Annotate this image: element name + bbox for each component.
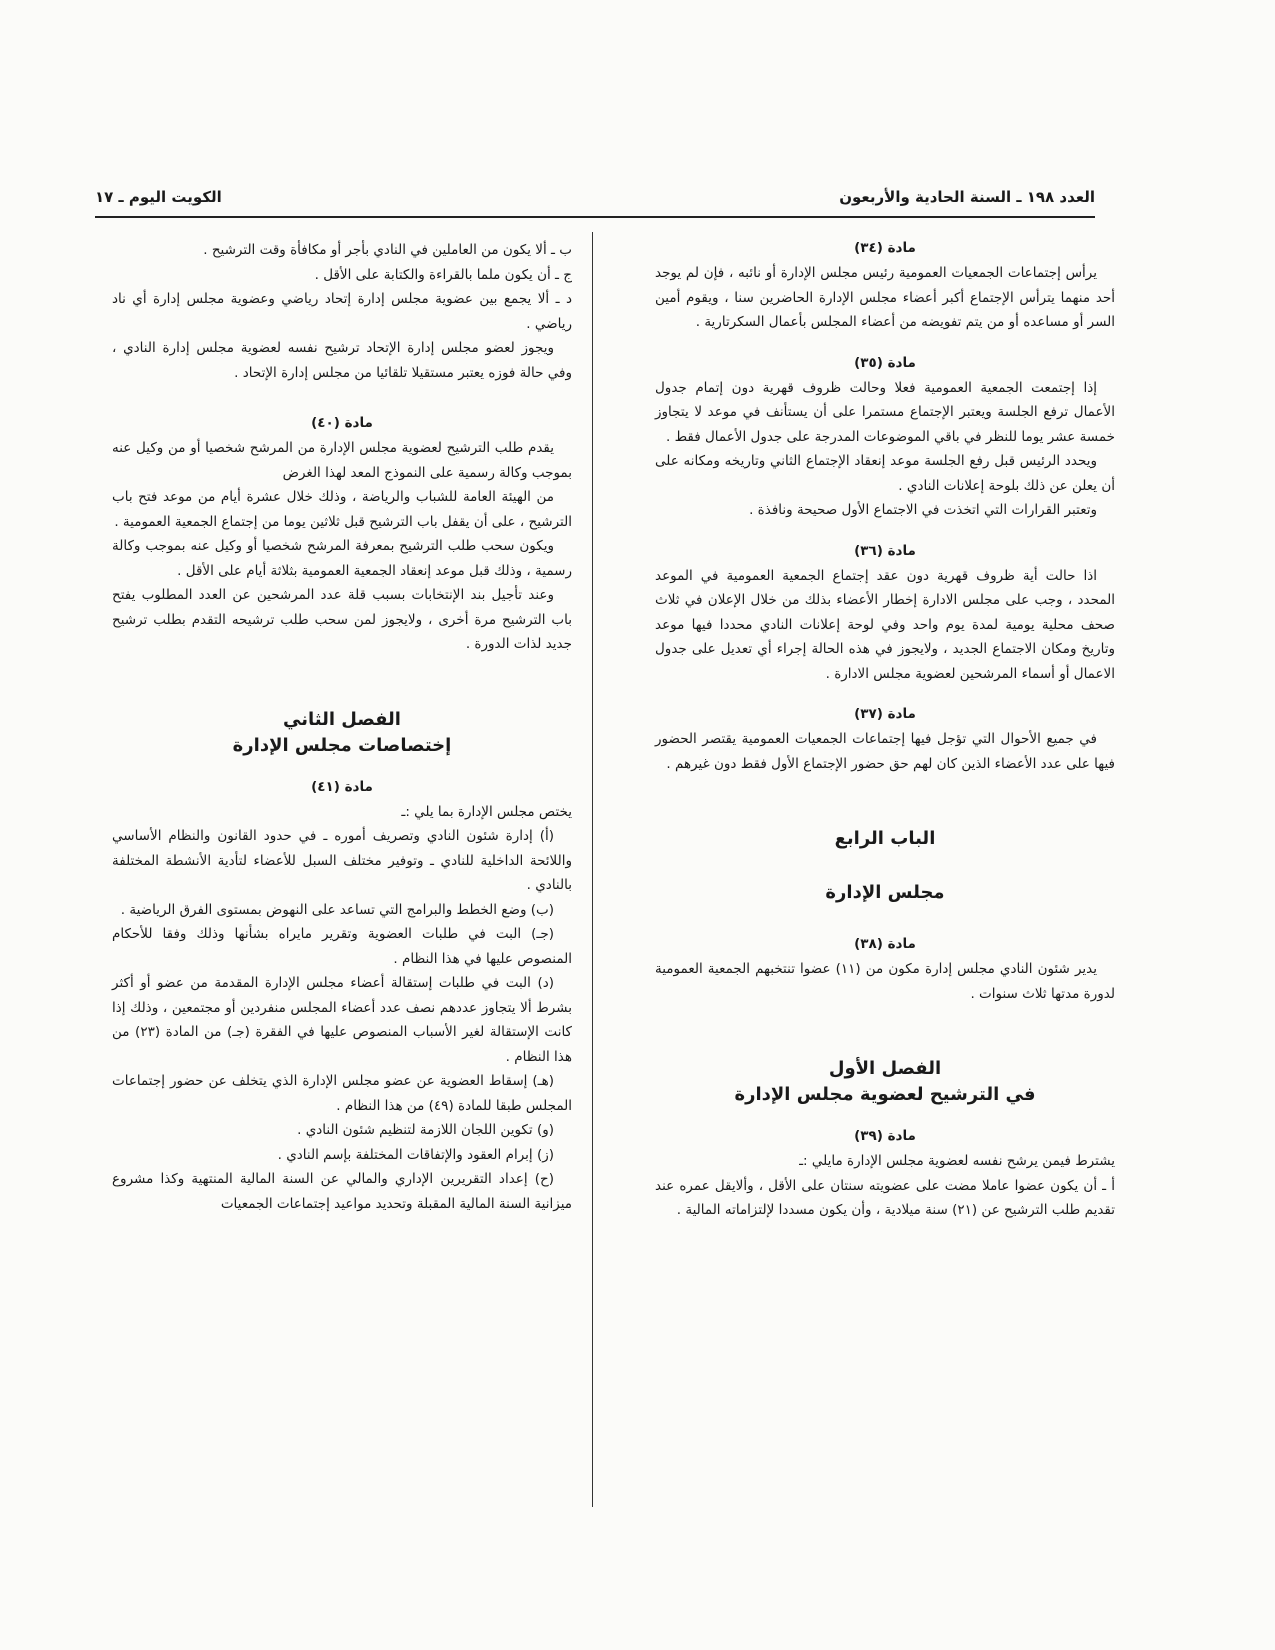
article-39-paragraph: ويجوز لعضو مجلس إدارة الإتحاد ترشيح نفسه لعضوية مجلس إدارة النادي ، وفي حالة فوزه يعتبر مستقيلا تلقائيا من مجلس إدارة الإتحاد . <box>112 340 572 381</box>
article-41-item-d: (د) البت في طلبات إستقالة أعضاء مجلس الإدارة المقدمة من عضو أو أكثر بشرط ألا يتجاوز عددهم نصف عدد أعضاء المجلس منفردين أو مجتمعين ، وذلك إذا كانت الإستقالة لغير الأسباب المنصوص عليها في الفقرة (جـ) من المادة (٢٣) من هذا النظام . <box>112 975 572 1065</box>
section-1-title: الفصل الأول <box>828 1058 942 1079</box>
right-column <box>655 238 1115 1223</box>
article-39-item-a: أ ـ أن يكون عضوا عاملا مضت على عضويته سنتان على الأقل ، وألايقل عمره عند تقديم طلب الترشيح عن (٢١) سنة ميلادية ، وأن يكون مسددا لإلتزاماته المالية . <box>655 1177 1115 1218</box>
article-38-text: يدير شئون النادي مجلس إدارة مكون من (١١) عضوا تنتخبهم الجمعية العمومية لدورة مدتها ثلاث سنوات . <box>655 961 1115 1002</box>
article-title-38: مادة (٣٨) <box>854 936 916 952</box>
article-37-text: في جميع الأحوال التي تؤجل فيها إجتماعات الجمعيات العمومية يقتصر الحضور فيها على عدد الأعضاء الذين كان لهم حق حضور الإجتماع الأول فقط دون غيرهم . <box>655 731 1115 772</box>
article-41-item-a: (أ) إدارة شئون النادي وتصريف أموره ـ في حدود القانون والنظام الأساسي واللائحة الداخلية للنادي ـ وتوفير مختلف السبل للأعضاء لتأدية الأنشطة المختلفة بالنادي . <box>112 828 572 893</box>
section-2-subtitle: إختصاصات مجلس الإدارة <box>232 734 452 756</box>
article-41-item-g: (ز) إبرام العقود والإتفاقات المختلفة بإسم النادي . <box>277 1146 554 1163</box>
article-35-p1: إذا إجتمعت الجمعية العمومية فعلا وحالت ظروف قهرية دون إتمام جدول الأعمال ترفع الجلسة ويعتبر الإجتماع مستمرا على أن يستأنف في موعد لا يتجاوز خمسة عشر يوما للنظر في باقي الموضوعات المدرجة على جدول الأعمال فقط . <box>655 379 1115 445</box>
article-title-35: مادة (٣٥) <box>854 354 916 371</box>
article-41-item-h: (ح) إعداد التقريرين الإداري والمالي عن السنة المالية المنتهية وكذا مشروع ميزانية السنة المالية المقبلة وتحديد مواعيد إجتماعات الجمعيات <box>112 1171 572 1212</box>
article-41-item-c: (جـ) البت في طلبات العضوية وتقرير مايراه بشأنها وذلك وفقا للأحكام المنصوص عليها في هذا النظام . <box>112 926 572 967</box>
article-41-item-b: (ب) وضع الخطط والبرامج التي تساعد على النهوض بمستوى الفرق الرياضية . <box>120 901 554 918</box>
article-39-item-d: د ـ ألا يجمع بين عضوية مجلس إدارة إتحاد رياضي وعضوية مجلس إدارة أي ناد رياضي . <box>112 291 572 332</box>
article-39-item-c: ج ـ أن يكون ملما بالقراءة والكتابة على الأقل . <box>314 266 572 283</box>
left-column <box>112 238 572 1216</box>
article-36-text: اذا حالت أية ظروف قهرية دون عقد إجتماع الجمعية العمومية في الموعد المحدد ، وجب على مجلس الادارة إخطار الأعضاء بذلك من خلال الإعلان في ثلاث صحف محلية يومية لمدة يوم واحد وفي لوحة إعلانات النادي محددا فيها موعد وتاريخ ومكان الاجتماع الجديد ، ولايجوز في هذه الحالة إجراء أي تعديل على جدول الاعمال أو أسماء المرشحين لعضوية مجلس الادارة . <box>655 567 1115 682</box>
article-title-37: مادة (٣٧) <box>854 706 916 722</box>
chapter-4-subtitle: مجلس الإدارة <box>825 882 945 903</box>
article-title-41: مادة (٤١) <box>311 778 373 795</box>
article-title-40: مادة (٤٠) <box>311 415 373 431</box>
article-title-39: مادة (٣٩) <box>854 1128 916 1144</box>
column-divider <box>592 232 593 1507</box>
article-40-p1: يقدم طلب الترشيح لعضوية مجلس الإدارة من المرشح شخصيا أو من وكيل عنه بموجب وكالة رسمية على النموذج المعد لهذا الغرض <box>112 440 572 481</box>
article-title-36: مادة (٣٦) <box>854 542 916 559</box>
article-35-p2: ويحدد الرئيس قبل رفع الجلسة موعد إنعقاد الإجتماع الثاني وتاريخه ومكانه على أن يعلن عن ذلك بلوحة إعلانات النادي . <box>655 453 1115 494</box>
article-41-intro: يختص مجلس الإدارة بما يلي :ـ <box>401 803 572 820</box>
article-34-text: يرأس إجتماعات الجمعيات العمومية رئيس مجلس الإدارة أو نائبه ، فإن لم يوجد أحد منهما يترأس الإجتماع أكبر أعضاء مجلس الإدارة الحاضرين سنا ، ويقوم أمين السر أو مساعده أو من يتم تفويضه من أعضاء المجلس بأعمال السكرتارية . <box>655 265 1115 330</box>
page-number-label: الكويت اليوم ـ ١٧ <box>95 188 222 206</box>
page-header <box>95 188 1095 212</box>
issue-label: العدد ١٩٨ ـ السنة الحادية والأربعون <box>839 188 1095 206</box>
article-35-p3: وتعتبر القرارات التي اتخذت في الاجتماع الأول صحيحة ونافذة . <box>749 502 1097 518</box>
header-rule <box>95 216 1095 218</box>
article-39-intro: يشترط فيمن يرشح نفسه لعضوية مجلس الإدارة مايلي :ـ <box>799 1153 1115 1169</box>
article-40-p4: وعند تأجيل بند الإنتخابات بسبب قلة عدد المرشحين عن العدد المطلوب يفتح باب الترشيح مرة أخرى ، ولايجوز لمن سحب طلب ترشيحه التقدم بطلب ترشيح جديد لذات الدورة . <box>112 587 572 652</box>
chapter-4-title: الباب الرابع <box>834 828 936 849</box>
article-39-item-b: ب ـ ألا يكون من العاملين في النادي بأجر أو مكافأة وقت الترشيح . <box>203 242 572 258</box>
article-41-item-e: (هـ) إسقاط العضوية عن عضو مجلس الإدارة الذي يتخلف عن حضور إجتماعات المجلس طبقا للمادة (٤٩) من هذا النظام . <box>112 1073 572 1114</box>
article-40-p3: ويكون سحب طلب الترشيح بمعرفة المرشح شخصيا أو وكيل عنه بموجب وكالة رسمية ، وذلك قبل موعد إنعقاد الجمعية العمومية بثلاثة أيام على الأقل . <box>112 538 572 579</box>
section-2-title: الفصل الثاني <box>283 708 401 730</box>
article-40-p2: من الهيئة العامة للشباب والرياضة ، وذلك خلال عشرة أيام من موعد فتح باب الترشيح ، على أن يقفل باب الترشيح قبل ثلاثين يوما من إجتماع الجمعية العمومية . <box>112 489 572 530</box>
article-41-item-f: (و) تكوين اللجان اللازمة لتنظيم شئون النادي . <box>297 1122 554 1138</box>
section-1-subtitle: في الترشيح لعضوية مجلس الإدارة <box>734 1084 1036 1105</box>
article-title-34: مادة (٣٤) <box>854 240 916 256</box>
